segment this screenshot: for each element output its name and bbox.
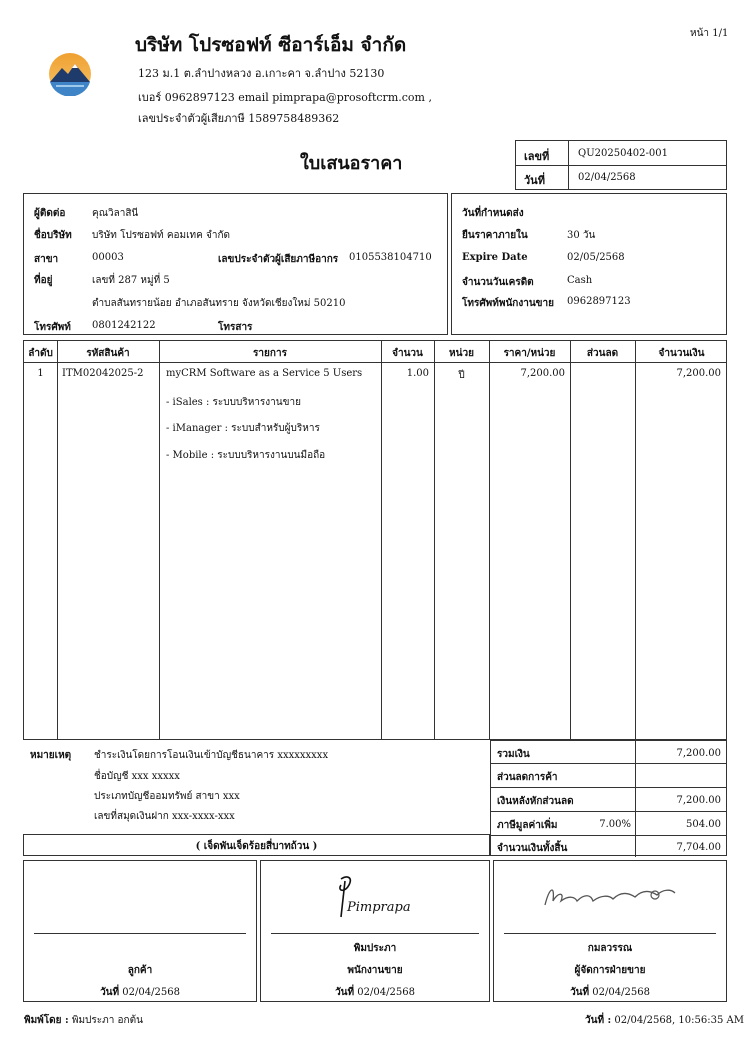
contact-value: คุณวิลาสินี <box>92 208 139 219</box>
remarks-line-3: ประเภทบัญชีออมทรัพย์ สาขา xxx <box>94 791 240 802</box>
totals-box <box>490 740 727 856</box>
remarks-line-2: ชื่อบัญชี xxx xxxxx <box>94 771 180 782</box>
sales-sign-name: พิมประภา <box>353 943 397 954</box>
credit-label: จำนวนวันเครดิต <box>462 277 534 288</box>
customer-date-label: วันที่ <box>100 987 120 998</box>
sales-role: พนักงานขาย <box>347 965 403 976</box>
address-line-1: เลขที่ 287 หมู่ที่ 5 <box>92 275 170 286</box>
sales-signature-box <box>260 860 490 1002</box>
company-label: ชื่อบริษัท <box>34 230 72 241</box>
sales-date: 02/04/2568 <box>357 987 415 998</box>
col-header-amount: จำนวนเงิน <box>658 348 705 359</box>
branch-value: 00003 <box>92 252 124 263</box>
sales-phone-value: 0962897123 <box>567 296 631 307</box>
printed-date-label: วันที่ : <box>585 1015 612 1026</box>
printed-by <box>24 1013 143 1028</box>
vat-rate: 7.00% <box>599 819 631 830</box>
printed-by-label: พิมพ์โดย : <box>24 1015 69 1026</box>
contact-label: ผู้ติดต่อ <box>34 208 66 219</box>
remarks-label: หมายเหตุ <box>30 750 72 761</box>
row-price: 7,200.00 <box>520 368 565 379</box>
customer-date-line <box>24 985 256 1000</box>
credit-value: Cash <box>567 275 593 286</box>
col-header-unit: หน่วย <box>449 348 474 359</box>
customer-signature-box <box>23 860 257 1002</box>
manager-date-line <box>494 985 726 1000</box>
vat-label: ภาษีมูลค่าเพิ่ม <box>497 820 558 831</box>
sales-phone-label: โทรศัพท์พนักงานขาย <box>462 298 554 309</box>
company-address: 123 ม.1 ต.ลำปางหลวง อ.เกาะคา จ.ลำปาง 52130 <box>138 67 385 80</box>
doc-number-label: เลขที่ <box>524 150 550 163</box>
validity-label: ยืนราคาภายใน <box>462 230 528 241</box>
row-detail-3: - Mobile : ระบบบริหารงานบนมือถือ <box>166 450 326 461</box>
validity-value: 30 วัน <box>567 230 596 241</box>
doc-info-box <box>515 140 727 190</box>
grand-total-label: จำนวนเงินทั้งสิ้น <box>497 843 568 854</box>
doc-number: QU20250402-001 <box>578 148 668 159</box>
company-contact: เบอร์ 0962897123 email pimprapa@prosoftcrm.com , <box>138 91 432 104</box>
printed-by-value: พิมประภา อกต้น <box>71 1015 143 1026</box>
after-discount-value: 7,200.00 <box>676 795 721 806</box>
phone-label: โทรศัพท์ <box>34 322 71 333</box>
row-description: myCRM Software as a Service 5 Users <box>166 368 363 379</box>
manager-role: ผู้จัดการฝ่ายขาย <box>574 965 646 976</box>
row-no: 1 <box>37 368 44 379</box>
manager-date-label: วันที่ <box>570 987 590 998</box>
manager-signature-box <box>493 860 727 1002</box>
phone-value: 0801242122 <box>92 320 156 331</box>
vat-value: 504.00 <box>686 819 721 830</box>
row-qty: 1.00 <box>406 368 429 379</box>
manager-signature-image <box>539 875 689 915</box>
expire-value: 02/05/2568 <box>567 252 625 263</box>
taxid-label: เลขประจำตัวผู้เสียภาษีอากร <box>218 254 339 265</box>
page-number: หน้า 1/1 <box>690 28 729 39</box>
company-tax-id: เลขประจำตัวผู้เสียภาษี 1589758489362 <box>138 112 340 125</box>
delivery-label: วันที่กำหนดส่ง <box>462 208 524 219</box>
doc-date: 02/04/2568 <box>578 172 636 183</box>
customer-role: ลูกค้า <box>127 965 153 976</box>
col-header-qty: จำนวน <box>392 348 423 359</box>
sales-signature-text: Pimprapa <box>347 900 411 915</box>
address-line-2: ตำบลสันทรายน้อย อำเภอสันทราย จังหวัดเชียงใหม่ 50210 <box>92 298 346 309</box>
sales-signature-image <box>331 871 431 921</box>
row-amount: 7,200.00 <box>676 368 721 379</box>
items-table <box>23 340 727 740</box>
col-header-discount: ส่วนลด <box>586 348 619 359</box>
document-title: ใบเสนอราคา <box>300 153 403 174</box>
row-detail-2: - iManager : ระบบสำหรับผู้บริหาร <box>166 423 320 434</box>
sales-date-label: วันที่ <box>335 987 355 998</box>
row-detail-1: - iSales : ระบบบริหารงานขาย <box>166 397 301 408</box>
col-header-code: รหัสสินค้า <box>86 348 130 359</box>
fax-label: โทรสาร <box>218 322 253 333</box>
subtotal-value: 7,200.00 <box>676 748 721 759</box>
row-code: ITM02042025-2 <box>62 368 144 379</box>
branch-label: สาขา <box>34 254 59 265</box>
manager-sign-name: กมลวรรณ <box>587 943 633 954</box>
amount-words-box <box>23 834 490 856</box>
manager-date: 02/04/2568 <box>592 987 650 998</box>
trade-discount-label: ส่วนลดการค้า <box>497 772 558 783</box>
col-header-description: รายการ <box>253 348 287 359</box>
doc-date-label: วันที่ <box>524 174 545 187</box>
printed-date-value: 02/04/2568, 10:56:35 AM <box>614 1015 744 1026</box>
after-discount-label: เงินหลังหักส่วนลด <box>497 796 574 807</box>
amount-in-words: ( เจ็ดพันเจ็ดร้อยสี่บาทถ้วน ) <box>195 841 318 852</box>
sales-date-line <box>261 985 489 1000</box>
expire-label: Expire Date <box>462 252 528 263</box>
col-header-price: ราคา/หน่วย <box>503 348 556 359</box>
customer-box <box>23 193 448 335</box>
subtotal-label: รวมเงิน <box>497 749 530 760</box>
company-value: บริษัท โปรซอฟท์ คอมเทค จำกัด <box>92 230 231 241</box>
address-label: ที่อยู่ <box>34 275 53 286</box>
grand-total-value: 7,704.00 <box>676 842 721 853</box>
remarks-line-4: เลขที่สมุดเงินฝาก xxx-xxxx-xxx <box>94 811 235 822</box>
col-header-no: ลำดับ <box>28 348 53 359</box>
remarks-line-1: ชำระเงินโดยการโอนเงินเข้าบัญชีธนาคาร xxxxxxxxx <box>94 750 329 761</box>
terms-box <box>451 193 727 335</box>
customer-date: 02/04/2568 <box>122 987 180 998</box>
company-name: บริษัท โปรซอฟท์ ซีอาร์เอ็ม จำกัด <box>135 34 407 56</box>
company-logo <box>48 52 92 96</box>
printed-date <box>585 1013 744 1028</box>
row-unit: ปี <box>458 370 465 381</box>
taxid-value: 0105538104710 <box>349 252 432 263</box>
